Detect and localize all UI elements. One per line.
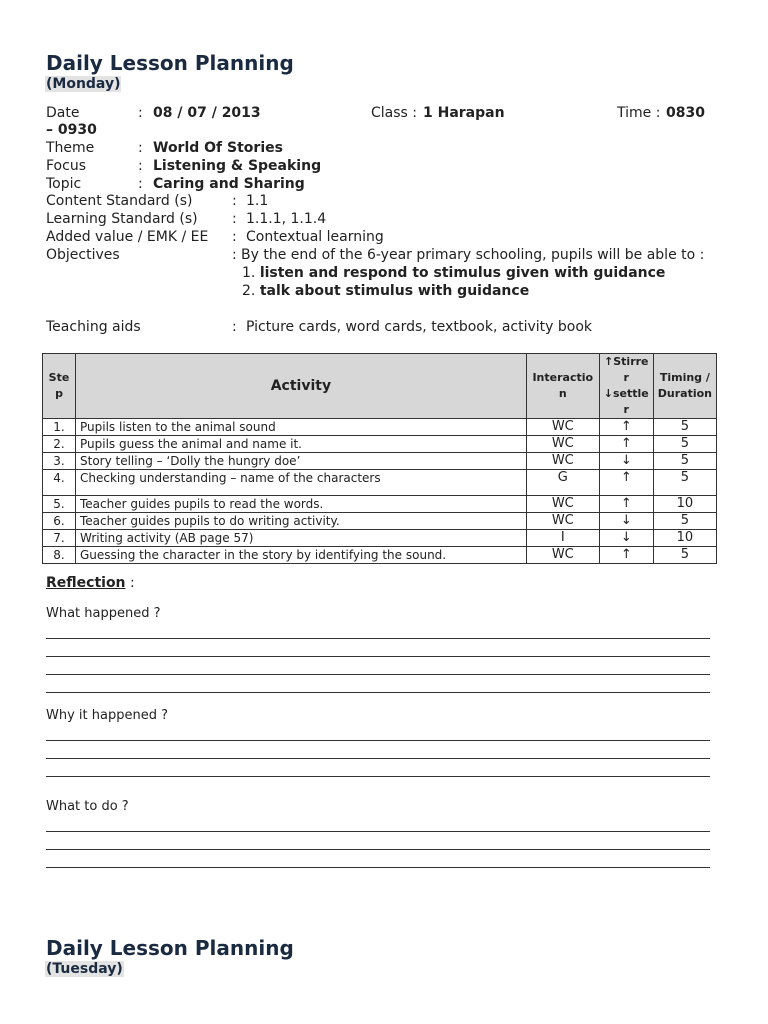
topic-label: Topic: [46, 176, 82, 192]
teaching-aids-value: Picture cards, word cards, textbook, activity book: [246, 319, 593, 335]
activity-cell: Story telling – ‘Dolly the hungry doe’: [76, 453, 527, 470]
table-row: [43, 530, 717, 547]
interaction-cell: WC: [526, 547, 599, 564]
header-stirrer-settler: ↑Stirre r ↓settle r: [599, 354, 653, 419]
theme-label: Theme: [46, 140, 95, 156]
answer-line[interactable]: [46, 692, 710, 693]
class-value: 1 Harapan: [423, 105, 505, 121]
added-value-value: Contextual learning: [246, 229, 384, 245]
page-title-2: Daily Lesson Planning: [46, 936, 294, 960]
colon: :: [232, 193, 237, 209]
day-label-2: [45, 958, 124, 977]
colon: :: [232, 229, 237, 245]
step-cell: 4.: [43, 470, 76, 496]
topic-value: Caring and Sharing: [153, 176, 305, 192]
objective-1: [242, 265, 665, 281]
date-value: 08 / 07 / 2013: [153, 105, 261, 121]
timing-cell: 10: [653, 496, 716, 513]
stirrer-settler-cell: ↓: [599, 513, 653, 530]
interaction-cell: I: [526, 530, 599, 547]
header-timing: Timing / Duration: [653, 354, 716, 419]
timing-cell: 5: [653, 470, 716, 496]
time-label: Time :: [617, 105, 661, 121]
colon: :: [138, 140, 143, 156]
reflection-colon: :: [125, 575, 135, 591]
table-row: [43, 547, 717, 564]
activity-cell: Pupils listen to the animal sound: [76, 419, 527, 436]
timing-cell: 5: [653, 547, 716, 564]
objective-2-number: 2.: [242, 283, 256, 299]
step-cell: 8.: [43, 547, 76, 564]
objective-2-text: talk about stimulus with guidance: [259, 283, 530, 299]
timing-cell: 10: [653, 530, 716, 547]
interaction-cell: WC: [526, 453, 599, 470]
activity-cell: Writing activity (AB page 57): [76, 530, 527, 547]
stirrer-settler-cell: ↑: [599, 436, 653, 453]
content-standard-value: 1.1: [246, 193, 269, 209]
question-why-happened: Why it happened ?: [46, 708, 168, 723]
colon: :: [138, 176, 143, 192]
activity-cell: Guessing the character in the story by identifying the sound.: [76, 547, 527, 564]
learning-standard-value: 1.1.1, 1.1.4: [246, 211, 327, 227]
header-activity: Activity: [76, 354, 527, 419]
reflection-heading: [46, 575, 135, 591]
stirrer-settler-cell: ↓: [599, 530, 653, 547]
table-body: [43, 419, 717, 564]
answer-line[interactable]: [46, 740, 710, 741]
class-label: Class :: [371, 105, 417, 121]
time-value-start: 0830: [666, 105, 705, 121]
answer-line[interactable]: [46, 831, 710, 832]
interaction-cell: WC: [526, 436, 599, 453]
step-cell: 7.: [43, 530, 76, 547]
answer-line[interactable]: [46, 674, 710, 675]
step-cell: 5.: [43, 496, 76, 513]
answer-line[interactable]: [46, 638, 710, 639]
step-cell: 2.: [43, 436, 76, 453]
step-cell: 1.: [43, 419, 76, 436]
timing-cell: 5: [653, 436, 716, 453]
stirrer-settler-cell: ↓: [599, 453, 653, 470]
answer-line[interactable]: [46, 656, 710, 657]
stirrer-settler-cell: ↑: [599, 419, 653, 436]
day-text: (Monday): [46, 76, 121, 92]
day-text-2: (Tuesday): [46, 961, 123, 977]
question-what-happened: What happened ?: [46, 606, 161, 621]
step-cell: 6.: [43, 513, 76, 530]
day-label: [45, 73, 121, 92]
time-value-end: – 0930: [46, 122, 97, 138]
reflection-title: Reflection: [46, 575, 126, 591]
interaction-cell: WC: [526, 513, 599, 530]
colon: :: [232, 247, 237, 263]
step-cell: 3.: [43, 453, 76, 470]
table-row: [43, 470, 717, 496]
table-row: [43, 453, 717, 470]
answer-line[interactable]: [46, 776, 710, 777]
activity-cell: Checking understanding – name of the characters: [76, 470, 527, 496]
objective-2: [242, 283, 529, 299]
question-what-to-do: What to do ?: [46, 799, 129, 814]
objectives-label: Objectives: [46, 247, 120, 263]
date-label: Date: [46, 105, 80, 121]
answer-line[interactable]: [46, 867, 710, 868]
teaching-aids-label: Teaching aids: [46, 319, 141, 335]
objective-1-text: listen and respond to stimulus given with guidance: [259, 265, 666, 281]
timing-cell: 5: [653, 453, 716, 470]
focus-label: Focus: [46, 158, 86, 174]
timing-cell: 5: [653, 513, 716, 530]
answer-line[interactable]: [46, 849, 710, 850]
table-row: [43, 513, 717, 530]
interaction-cell: WC: [526, 419, 599, 436]
activity-table: [42, 353, 717, 564]
activity-cell: Pupils guess the animal and name it.: [76, 436, 527, 453]
table-row: [43, 496, 717, 513]
table-row: [43, 419, 717, 436]
stirrer-settler-cell: ↑: [599, 547, 653, 564]
page-title: Daily Lesson Planning: [46, 51, 294, 75]
added-value-label: Added value / EMK / EE: [46, 229, 209, 245]
timing-cell: 5: [653, 419, 716, 436]
answer-line[interactable]: [46, 758, 710, 759]
activity-cell: Teacher guides pupils to read the words.: [76, 496, 527, 513]
activity-cell: Teacher guides pupils to do writing activity.: [76, 513, 527, 530]
objectives-intro: By the end of the 6-year primary schooling, pupils will be able to :: [241, 247, 705, 263]
header-interaction: Interactio n: [526, 354, 599, 419]
colon: :: [138, 158, 143, 174]
header-step: Ste p: [43, 354, 76, 419]
content-standard-label: Content Standard (s): [46, 193, 193, 209]
table-row: [43, 436, 717, 453]
theme-value: World Of Stories: [153, 140, 283, 156]
colon: :: [232, 211, 237, 227]
learning-standard-label: Learning Standard (s): [46, 211, 198, 227]
objective-1-number: 1.: [242, 265, 256, 281]
table-header-row: [43, 354, 717, 419]
colon: :: [232, 319, 237, 335]
stirrer-settler-cell: ↑: [599, 470, 653, 496]
interaction-cell: WC: [526, 496, 599, 513]
colon: :: [138, 105, 143, 121]
stirrer-settler-cell: ↑: [599, 496, 653, 513]
interaction-cell: G: [526, 470, 599, 496]
focus-value: Listening & Speaking: [153, 158, 322, 174]
